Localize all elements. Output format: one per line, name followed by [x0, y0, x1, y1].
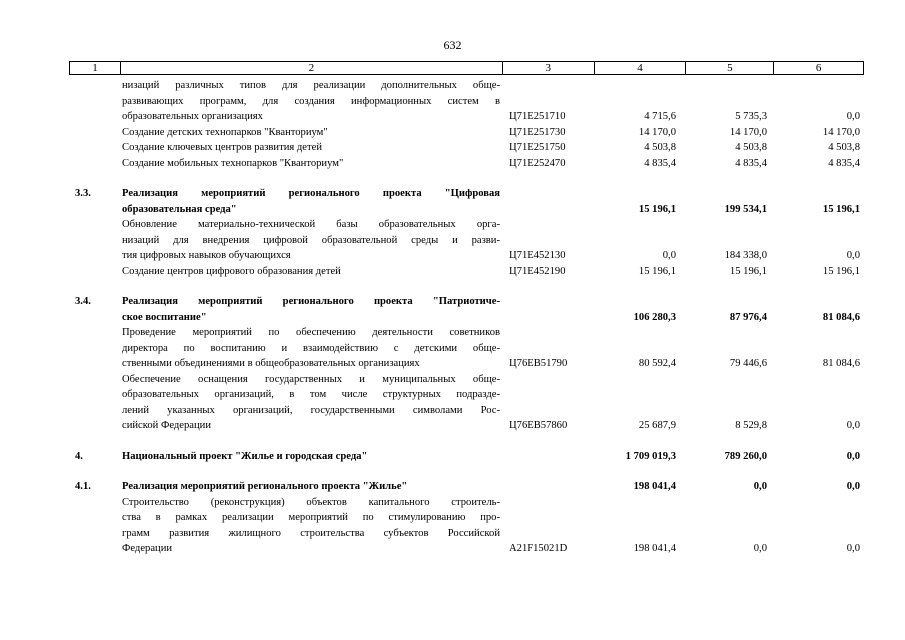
value-col-6: 0,0 [846, 250, 860, 261]
value-col-5: 79 446,6 [729, 358, 767, 369]
value-col-4: 4 503,8 [644, 142, 676, 153]
value-col-6: 0,0 [846, 481, 860, 492]
value-col-6: 0,0 [846, 450, 860, 462]
table-row [69, 310, 864, 326]
table-row [69, 78, 864, 94]
row-name: Обеспечение оснащения государственных и муниципальных обще- [122, 373, 500, 385]
table-row [69, 109, 864, 125]
budget-code: Ц71Е452130 [509, 250, 566, 261]
value-col-6: 0,0 [846, 111, 860, 122]
row-name: Обновление материально-технической базы образовательных орга- [122, 219, 500, 230]
table-row [69, 94, 864, 110]
budget-code: Ц71Е452190 [509, 265, 566, 277]
value-col-5: 0,0 [753, 543, 767, 554]
row-name: сийской Федерации [122, 420, 211, 431]
block-spacer [69, 434, 864, 449]
column-header-6: 6 [815, 62, 822, 74]
row-number: 4. [75, 450, 83, 462]
budget-code: Ц71Е251750 [509, 142, 566, 153]
row-number: 3.3. [75, 188, 91, 199]
table-row [69, 418, 864, 434]
table-row [69, 248, 864, 264]
table-row [69, 217, 864, 233]
row-name: тия цифровых навыков обучающихся [122, 250, 291, 261]
value-col-4: 15 196,1 [638, 203, 676, 215]
value-col-4: 80 592,4 [638, 358, 676, 369]
row-name: ское воспитание" [122, 311, 207, 323]
table-row [69, 541, 864, 557]
value-col-5: 8 529,8 [735, 420, 767, 431]
row-name: Национальный проект "Жилье и городская среда" [122, 450, 368, 462]
value-col-4: 14 170,0 [638, 126, 676, 138]
column-header-2: 2 [121, 62, 503, 74]
budget-code: Ц76ЕВ51790 [509, 358, 568, 369]
value-col-6: 81 084,6 [822, 358, 860, 369]
value-col-6: 0,0 [846, 543, 860, 554]
budget-code: Ц71Е251710 [509, 111, 566, 122]
table-row [69, 403, 864, 419]
row-name: развивающих программ, для создания информационных систем в [122, 95, 500, 107]
table-row [69, 202, 864, 218]
table-row [69, 526, 864, 542]
value-col-5: 4 835,4 [735, 157, 767, 169]
row-name: Создание центров цифрового образования детей [122, 265, 341, 277]
value-col-6: 15 196,1 [822, 203, 860, 215]
table-row [69, 264, 864, 280]
row-name: низаций для внедрения цифровой образовательной среды и разви- [122, 234, 500, 246]
row-number: 4.1. [75, 481, 91, 492]
value-col-6: 14 170,0 [822, 126, 860, 138]
row-name: ства в рамках реализации мероприятий по стимулированию про- [122, 512, 500, 523]
page-number: 632 [443, 38, 462, 52]
value-col-5: 14 170,0 [729, 126, 767, 138]
table-row [69, 294, 864, 310]
budget-code: Ц71Е251730 [509, 126, 566, 138]
value-col-6: 81 084,6 [822, 311, 860, 323]
table-row [69, 140, 864, 156]
value-col-5: 199 534,1 [724, 203, 767, 215]
column-header-4: 4 [595, 62, 687, 74]
row-name: образовательных организаций, в том числе структурных подразде- [122, 389, 500, 400]
value-col-5: 87 976,4 [729, 311, 767, 323]
table-row [69, 156, 864, 172]
table-row [69, 186, 864, 202]
block-spacer [69, 171, 864, 186]
row-name: Реализация мероприятий регионального проекта "Патриотиче- [122, 296, 500, 307]
block-spacer [69, 464, 864, 479]
value-col-5: 184 338,0 [724, 250, 767, 261]
value-col-6: 0,0 [846, 420, 860, 431]
column-header-5: 5 [686, 62, 774, 74]
budget-code: Ц71Е252470 [509, 157, 566, 169]
value-col-4: 106 280,3 [633, 311, 676, 323]
value-col-4: 4 715,6 [644, 111, 676, 122]
value-col-5: 4 503,8 [735, 142, 767, 153]
value-col-4: 0,0 [662, 250, 676, 261]
row-name: грамм развития жилищного строительства субъектов Российской [122, 527, 500, 539]
table-row [69, 341, 864, 357]
row-name: Реализация мероприятий регионального проекта "Жилье" [122, 481, 408, 492]
table-row [69, 233, 864, 249]
table-row [69, 325, 864, 341]
row-number: 3.4. [75, 296, 91, 307]
row-name: низаций различных типов для реализации дополнительных обще- [122, 80, 500, 91]
row-name: Создание ключевых центров развития детей [122, 142, 322, 153]
column-header-1: 1 [70, 62, 121, 74]
value-col-4: 198 041,4 [633, 543, 676, 554]
budget-code: А21F15021D [509, 543, 568, 554]
table-row [69, 449, 864, 465]
row-name: Проведение мероприятий по обеспечению деятельности советников [122, 327, 500, 338]
value-col-4: 198 041,4 [633, 481, 676, 492]
column-header-row [69, 61, 864, 75]
row-name: образовательная среда" [122, 203, 237, 215]
value-col-6: 15 196,1 [822, 265, 860, 277]
row-name: Федерации [122, 543, 173, 554]
value-col-6: 4 503,8 [828, 142, 860, 153]
value-col-5: 0,0 [753, 481, 767, 492]
budget-table-body [69, 78, 864, 557]
row-name: Создание детских технопарков "Кванториум" [122, 126, 328, 138]
row-name: Реализация мероприятий регионального проекта "Цифровая [122, 188, 500, 199]
value-col-5: 789 260,0 [724, 450, 767, 462]
row-name: Строительство (реконструкция) объектов капитального строитель- [122, 496, 500, 508]
block-spacer [69, 279, 864, 294]
value-col-6: 4 835,4 [828, 157, 860, 169]
table-row [69, 387, 864, 403]
budget-code: Ц76ЕВ57860 [509, 420, 568, 431]
row-name: лений указанных организаций, государственными символами Рос- [122, 404, 500, 416]
table-row [69, 479, 864, 495]
value-col-5: 15 196,1 [729, 265, 767, 277]
value-col-4: 25 687,9 [638, 420, 676, 431]
table-row [69, 372, 864, 388]
value-col-4: 15 196,1 [638, 265, 676, 277]
table-row [69, 495, 864, 511]
table-row [69, 356, 864, 372]
row-name: директора по воспитанию и взаимодействию с детскими обще- [122, 342, 500, 354]
row-name: Создание мобильных технопарков "Кванториум" [122, 157, 344, 169]
value-col-5: 5 735,3 [735, 111, 767, 122]
row-name: образовательных организациях [122, 111, 263, 122]
table-row [69, 510, 864, 526]
value-col-4: 1 709 019,3 [625, 450, 676, 462]
row-name: ственными объединениями в общеобразовательных организациях [122, 358, 420, 369]
value-col-4: 4 835,4 [644, 157, 676, 169]
column-header-3: 3 [503, 62, 595, 74]
table-row [69, 125, 864, 141]
